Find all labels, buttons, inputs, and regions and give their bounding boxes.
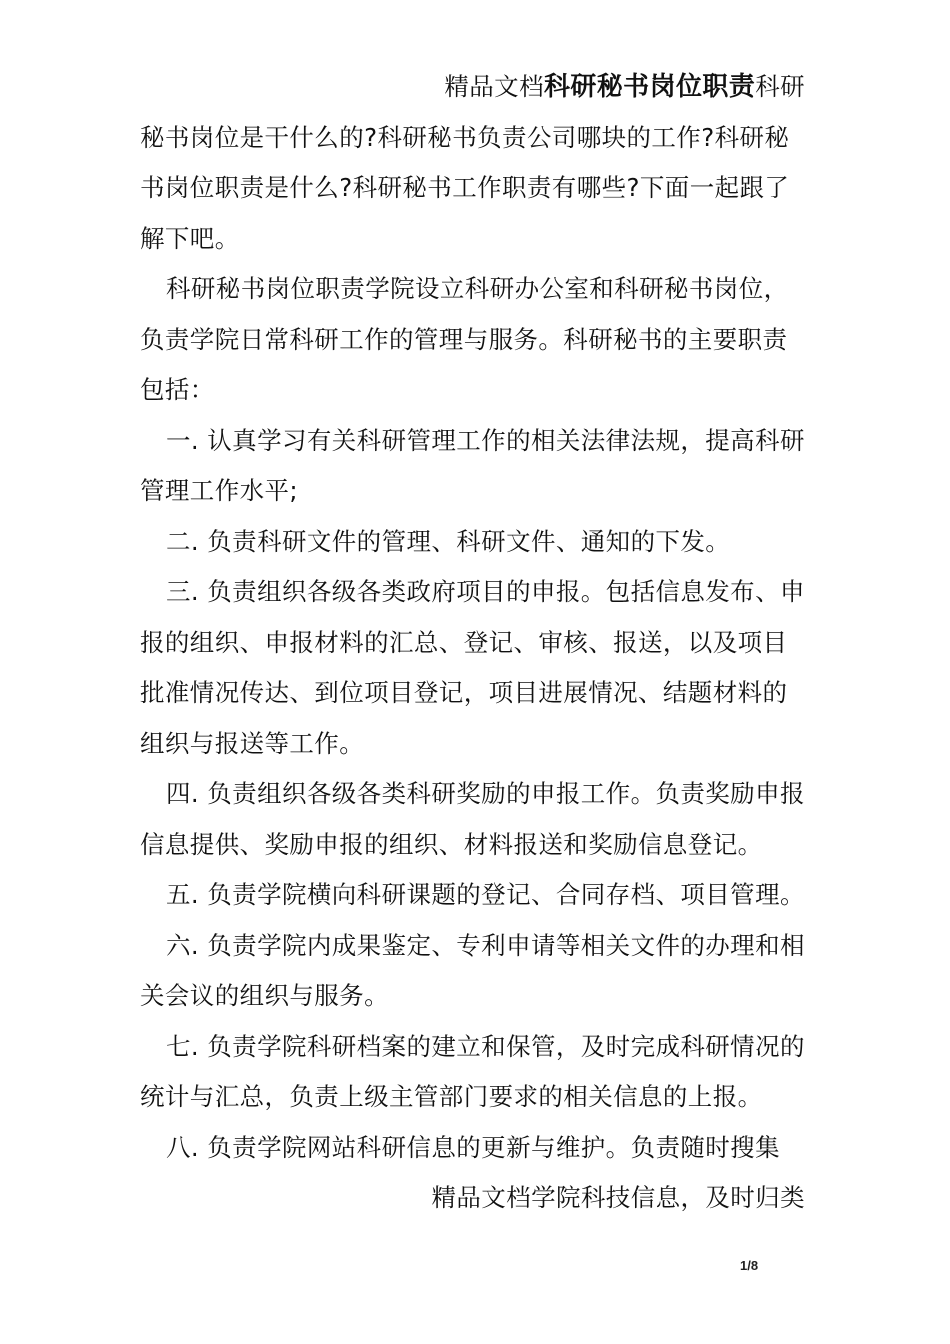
document-body: [140, 62, 805, 1224]
footer-watermark-prefix: 精品文档: [431, 1183, 532, 1212]
paragraph-duty-3: 三. 负责组织各级各类政府项目的申报。包括信息发布、申报的组织、申报材料的汇总、登记、审核、报送，以及项目批准情况传达、到位项目登记，项目进展情况、结题材料的组织与报送等工作。: [140, 577, 805, 758]
paragraph-duty-1: 一. 认真学习有关科研管理工作的相关法律法规，提高科研管理工作水平;: [140, 425, 805, 505]
paragraph-duty-5: 五. 负责学院横向科研课题的登记、合同存档、项目管理。: [166, 880, 805, 909]
paragraph-overview: 科研秘书岗位职责学院设立科研办公室和科研秘书岗位，负责学院日常科研工作的管理与服务。科研秘书的主要职责包括：: [140, 274, 789, 404]
header-line: [140, 62, 805, 113]
document-title: 科研秘书岗位职责: [543, 72, 756, 102]
intro-paragraph: 秘书岗位是干什么的?科研秘书负责公司哪块的工作?科研秘书岗位职责是什么?科研秘书工作职责有哪些?下面一起跟了解下吧。: [140, 122, 790, 253]
footer-line: [140, 1173, 805, 1224]
header-watermark-prefix: 精品文档: [444, 72, 544, 101]
header-suffix: 科研: [755, 72, 805, 101]
paragraph-duty-7: 七. 负责学院科研档案的建立和保管，及时完成科研情况的统计与汇总，负责上级主管部门要求的相关信息的上报。: [140, 1031, 805, 1111]
paragraph-duty-6: 六. 负责学院内成果鉴定、专利申请等相关文件的办理和相关会议的组织与服务。: [140, 930, 805, 1010]
paragraph-duty-4: 四. 负责组织各级各类科研奖励的申报工作。负责奖励申报信息提供、奖励申报的组织、材料报送和奖励信息登记。: [140, 779, 805, 859]
paragraph-duty-8: 八. 负责学院网站科研信息的更新与维护。负责随时搜集: [166, 1132, 780, 1162]
paragraph-duty-2: 二. 负责科研文件的管理、科研文件、通知的下发。: [166, 526, 731, 556]
page-number: 1/8: [740, 1258, 759, 1273]
footer-text: 学院科技信息，及时归类: [531, 1183, 805, 1212]
